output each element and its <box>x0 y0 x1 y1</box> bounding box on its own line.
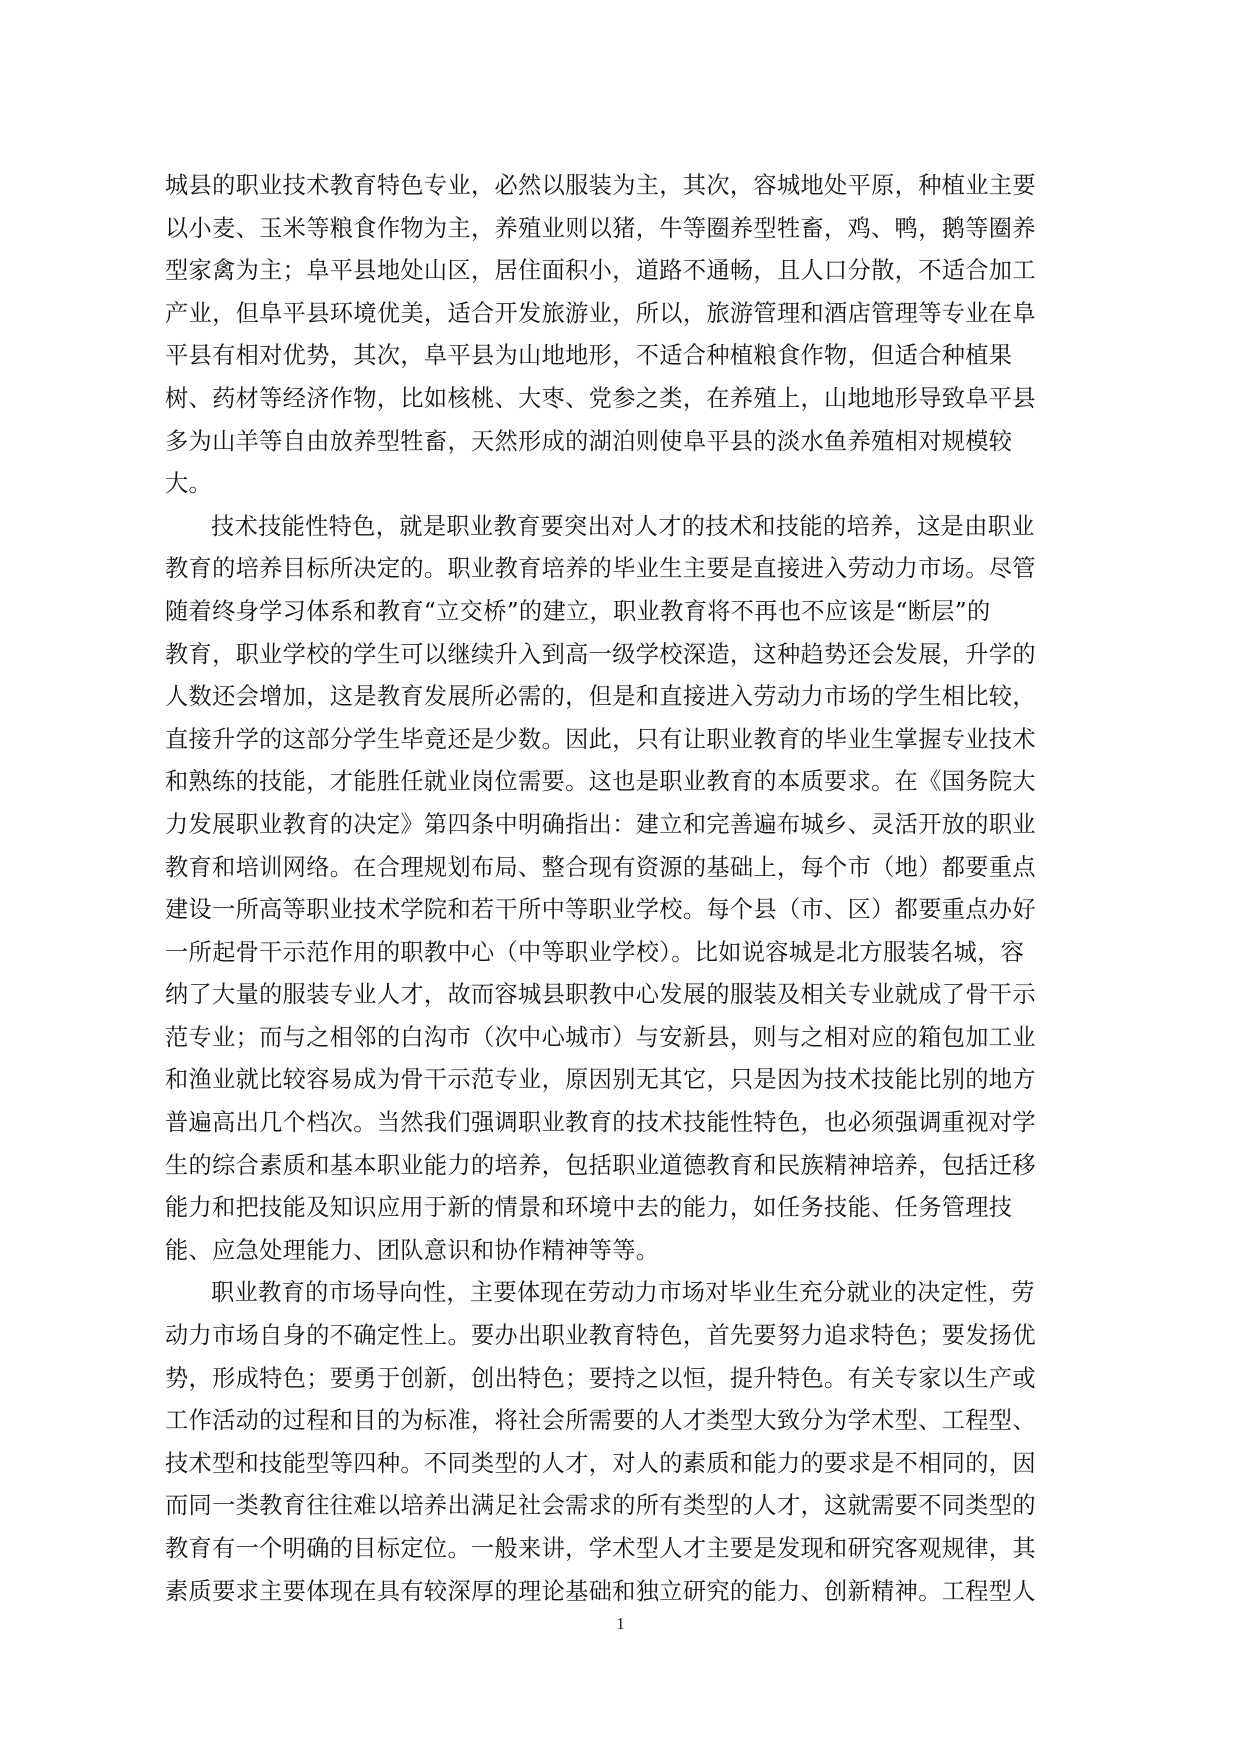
body-text <box>165 165 1102 1613</box>
text-line: 纳了大量的服装专业人才，故而容城县职教中心发展的服装及相关专业就成了骨干示 <box>165 981 1036 1009</box>
text-line: 教育，职业学校的学生可以继续升入到高一级学校深造，这种趋势还会发展，升学的 <box>165 640 1036 668</box>
text-line: 和渔业就比较容易成为骨干示范专业，原因别无其它，只是因为技术技能比别的地方 <box>165 1066 1036 1094</box>
text-line: 而同一类教育往往难以培养出满足社会需求的所有类型的人才，这就需要不同类型的 <box>165 1492 1036 1520</box>
text-line: 和熟练的技能，才能胜任就业岗位需要。这也是职业教育的本质要求。在《国务院大 <box>165 768 1036 796</box>
text-line: 以小麦、玉米等粮食作物为主，养殖业则以猪，牛等圈养型牲畜，鸡、鸭，鹅等圈养 <box>165 214 1036 242</box>
text-line: 技术技能性特色，就是职业教育要突出对人才的技术和技能的培养，这是由职业 <box>211 512 1035 540</box>
text-line: 教育有一个明确的目标定位。一般来讲，学术型人才主要是发现和研究客观规律，其 <box>165 1535 1036 1562</box>
text-line: 生的综合素质和基本职业能力的培养，包括职业道德教育和民族精神培养，包括迁移 <box>165 1151 1036 1179</box>
text-line: 教育和培训网络。在合理规划布局、整合现有资源的基础上，每个市（地）都要重点 <box>165 853 1036 881</box>
text-line: 素质要求主要体现在具有较深厚的理论基础和独立研究的能力、创新精神。工程型人 <box>165 1577 1036 1605</box>
text-line: 直接升学的这部分学生毕竟还是少数。因此，只有让职业教育的毕业生掌握专业技术 <box>165 725 1036 753</box>
text-line: 产业，但阜平县环境优美，适合开发旅游业，所以，旅游管理和酒店管理等专业在阜 <box>165 299 1036 327</box>
text-line: 势，形成特色；要勇于创新，创出特色；要持之以恒，提升特色。有关专家以生产或 <box>165 1364 1036 1392</box>
text-line: 能力和把技能及知识应用于新的情景和环境中去的能力，如任务技能、任务管理技 <box>165 1194 1013 1222</box>
text-line: 随着终身学习体系和教育“立交桥”的建立，职业教育将不再也不应该是“断层”的 <box>165 597 991 625</box>
text-line: 平县有相对优势，其次，阜平县为山地地形，不适合种植粮食作物，但适合种植果 <box>165 342 1013 370</box>
text-line: 职业教育的市场导向性，主要体现在劳动力市场对毕业生充分就业的决定性，劳 <box>211 1279 1035 1307</box>
text-line: 人数还会增加，这是教育发展所必需的，但是和直接进入劳动力市场的学生相比较， <box>165 683 1036 711</box>
page-number: 1 <box>616 1614 625 1633</box>
text-line: 技术型和技能型等四种。不同类型的人才，对人的素质和能力的要求是不相同的，因 <box>165 1449 1036 1477</box>
text-line: 大。 <box>165 470 213 498</box>
text-line: 型家禽为主；阜平县地处山区，居住面积小，道路不通畅，且人口分散，不适合加工 <box>165 257 1036 285</box>
text-line: 教育的培养目标所决定的。职业教育培养的毕业生主要是直接进入劳动力市场。尽管 <box>165 555 1036 583</box>
text-line: 一所起骨干示范作用的职教中心（中等职业学校）。比如说容城是北方服装名城，容 <box>165 938 1025 966</box>
text-line: 范专业；而与之相邻的白沟市（次中心城市）与安新县，则与之相对应的箱包加工业 <box>165 1023 1036 1051</box>
text-line: 动力市场自身的不确定性上。要办出职业教育特色，首先要努力追求特色；要发扬优 <box>165 1322 1036 1350</box>
text-line: 工作活动的过程和目的为标准，将社会所需要的人才类型大致分为学术型、工程型、 <box>165 1407 1036 1435</box>
text-line: 普遍高出几个档次。当然我们强调职业教育的技术技能性特色，也必须强调重视对学 <box>165 1109 1036 1137</box>
text-line: 建设一所高等职业技术学院和若干所中等职业学校。每个县（市、区）都要重点办好 <box>165 896 1036 924</box>
text-line: 能、应急处理能力、团队意识和协作精神等等。 <box>165 1236 660 1264</box>
text-line: 力发展职业教育的决定》第四条中明确指出：建立和完善遍布城乡、灵活开放的职业 <box>165 810 1036 838</box>
text-line: 城县的职业技术教育特色专业，必然以服装为主，其次，容城地处平原，种植业主要 <box>165 172 1036 199</box>
text-line: 多为山羊等自由放养型牲畜，天然形成的湖泊则使阜平县的淡水鱼养殖相对规模较 <box>165 427 1013 455</box>
text-line: 树、药材等经济作物，比如核桃、大枣、党参之类，在养殖上，山地地形导致阜平县 <box>165 384 1036 412</box>
